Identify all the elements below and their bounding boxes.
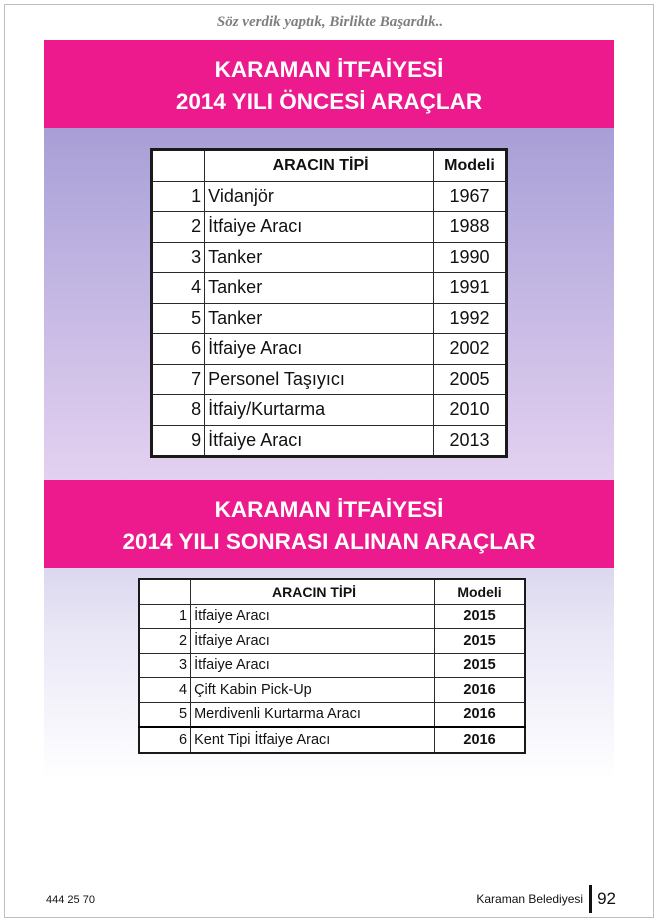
model-year: 2015 — [435, 629, 525, 654]
row-number: 6 — [152, 334, 205, 365]
table-header-row — [139, 579, 525, 604]
vehicle-type: İtfaiye Aracı — [205, 212, 434, 243]
model-year: 1967 — [433, 181, 506, 212]
header-num — [152, 150, 205, 182]
vehicle-type: İtfaiye Aracı — [205, 425, 434, 457]
vehicle-type: İtfaiy/Kurtarma — [205, 395, 434, 426]
table-row — [152, 303, 507, 334]
model-year: 2002 — [433, 334, 506, 365]
model-year: 2016 — [435, 702, 525, 727]
footer-publisher-block — [476, 884, 616, 914]
model-year: 1992 — [433, 303, 506, 334]
banner-title-line2: 2014 YILI ÖNCESİ ARAÇLAR — [175, 89, 483, 114]
table-row — [139, 604, 525, 629]
vehicle-type: Tanker — [205, 242, 434, 273]
row-number: 2 — [152, 212, 205, 243]
model-year: 2016 — [435, 678, 525, 703]
vehicle-type: Tanker — [205, 303, 434, 334]
table-row — [139, 702, 525, 727]
table-row — [152, 242, 507, 273]
footer-publisher: Karaman Belediyesi — [476, 892, 584, 906]
vehicle-type: Kent Tipi İtfaiye Aracı — [191, 727, 435, 753]
section-after-2014 — [44, 480, 614, 780]
header-model: Modeli — [433, 150, 506, 182]
model-year: 1990 — [433, 242, 506, 273]
header-num — [139, 579, 191, 604]
model-year: 2010 — [433, 395, 506, 426]
section-before-2014 — [44, 40, 614, 480]
model-year: 2015 — [435, 604, 525, 629]
banner-title-line2: 2014 YILI SONRASI ALINAN ARAÇLAR — [122, 529, 536, 554]
table-header-row — [152, 150, 507, 182]
row-number: 4 — [139, 678, 191, 703]
vehicle-type: Personel Taşıyıcı — [205, 364, 434, 395]
table-row — [152, 364, 507, 395]
header-vehicle-type: ARACIN TİPİ — [191, 579, 435, 604]
row-number: 1 — [152, 181, 205, 212]
table-row — [139, 653, 525, 678]
model-year: 1991 — [433, 273, 506, 304]
banner-title-line1: KARAMAN İTFAİYESİ — [214, 57, 444, 82]
header-model: Modeli — [435, 579, 525, 604]
table-row — [152, 425, 507, 457]
vehicle-type: İtfaiye Aracı — [205, 334, 434, 365]
table-row — [152, 212, 507, 243]
vehicle-type: Çift Kabin Pick-Up — [191, 678, 435, 703]
row-number: 2 — [139, 629, 191, 654]
footer-phone: 444 25 70 — [46, 894, 95, 906]
row-number: 4 — [152, 273, 205, 304]
row-number: 7 — [152, 364, 205, 395]
vehicle-type: İtfaiye Aracı — [191, 604, 435, 629]
table-row — [152, 395, 507, 426]
row-number: 5 — [152, 303, 205, 334]
vehicles-table-after-2014 — [138, 578, 526, 754]
row-number: 6 — [139, 727, 191, 753]
vehicle-type: Vidanjör — [205, 181, 434, 212]
model-year: 2005 — [433, 364, 506, 395]
table-row — [139, 678, 525, 703]
vehicle-type: Merdivenli Kurtarma Aracı — [191, 702, 435, 727]
page-slogan: Söz verdik yaptık, Birlikte Başardık.. — [216, 14, 444, 30]
vehicle-type: İtfaiye Aracı — [191, 653, 435, 678]
row-number: 5 — [139, 702, 191, 727]
vehicle-type: Tanker — [205, 273, 434, 304]
page-number: 92 — [597, 889, 616, 908]
row-number: 9 — [152, 425, 205, 457]
table-row — [139, 727, 525, 753]
model-year: 2016 — [435, 727, 525, 753]
model-year: 2013 — [433, 425, 506, 457]
row-number: 3 — [139, 653, 191, 678]
model-year: 1988 — [433, 212, 506, 243]
vehicles-table-before-2014 — [150, 148, 508, 458]
table-row — [152, 181, 507, 212]
row-number: 1 — [139, 604, 191, 629]
row-number: 3 — [152, 242, 205, 273]
banner-title-line1: KARAMAN İTFAİYESİ — [214, 497, 444, 522]
table-row — [152, 334, 507, 365]
model-year: 2015 — [435, 653, 525, 678]
header-vehicle-type: ARACIN TİPİ — [205, 150, 434, 182]
row-number: 8 — [152, 395, 205, 426]
table-row — [139, 629, 525, 654]
table-row — [152, 273, 507, 304]
section-banner — [44, 40, 614, 128]
vehicle-type: İtfaiye Aracı — [191, 629, 435, 654]
section-banner — [44, 480, 614, 568]
footer-divider — [589, 885, 592, 913]
